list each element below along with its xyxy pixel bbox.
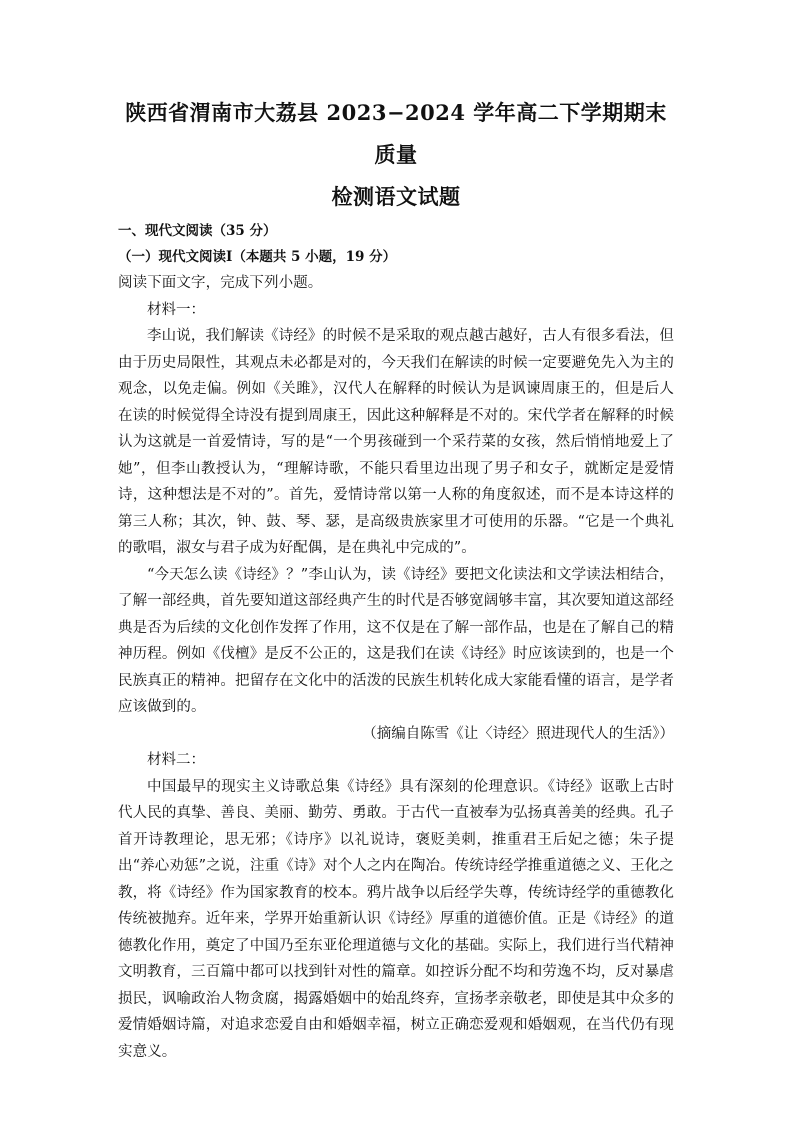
- material-1-source: （摘编自陈雪《让〈诗经〉照进现代人的生活》）: [362, 725, 674, 742]
- material-1-label: 材料一：: [147, 301, 205, 318]
- subsection-heading: （一）现代文阅读Ⅰ（本题共 5 小题，19 分）: [118, 249, 397, 265]
- material-1-paragraph-1: 李山说，我们解读《诗经》的时候不是采取的观点越古越好，古人有很多看法，但由于历史局限性，其观点未必都是对的，今天我们在解读的时候一定要避免先入为主的观念，以免走偏。例如《关雎》，汉代人在解释的时候认为是讽谏周康王的，但是后人在读的时候觉得全诗没有提到周康王，因此这种解释是不对的。宋代学者在解释的时候认为这就是一首爱情诗，写的是“一个男孩碰到一个采荇菜的女孩，然后悄悄地爱上了她”，但李山教授认为，“理解诗歌，不能只看里边出现了男子和女子，就断定是爱情诗，这种想法是不对的”。首先，爱情诗常以第一人称的角度叙述，而不是本诗这样的第三人称；其次，钟、鼓、琴、瑟，是高级贵族家里才可使用的乐器。“它是一个典礼的歌唱，淑女与君子成为好配偶，是在典礼中完成的”。: [118, 328, 674, 556]
- material-1-paragraph-2: “今天怎么读《诗经》？”李山认为，读《诗经》要把文化读法和文学读法相结合，了解一部经典，首先要知道这部经典产生的时代是否够宽阔够丰富，其次要知道这部经典是否为后续的文化创作发挥了作用，这不仅是在了解一部作品，也是在了解自己的精神历程。例如《伐檀》是反不公正的，这是我们在读《诗经》时应该读到的，也是一个民族真正的精神。把留存在文化中的活泼的民族生机转化成大家能看懂的语言，是学者应该做到的。: [118, 566, 674, 715]
- material-2-paragraph-1: 中国最早的现实主义诗歌总集《诗经》具有深刻的伦理意识。《诗经》讴歌上古时代人民的真挚、善良、美丽、勤劳、勇敢。于古代一直被奉为弘扬真善美的经典。孔子首开诗教理论，思无邪；《诗序》以礼说诗，褒贬美刺，推重君王后妃之德；朱子提出“养心劝惩”之说，注重《诗》对个人之内在陶冶。传统诗经学推重道德之义、王化之教，将《诗经》作为国家教育的校本。鸦片战争以后经学失尊，传统诗经学的重德教化传统被抛弃。近年来，学界开始重新认识《诗经》厚重的道德价值。正是《诗经》的道德教化作用，奠定了中国乃至东亚伦理道德与文化的基础。实际上，我们进行当代精神文明教育，三百篇中都可以找到针对性的篇章。如控诉分配不均和劳逸不均，反对暴虐损民，讽喻政治人物贪腐，揭露婚姻中的始乱终弃，宣扬孝亲敬老，即使是其中众多的爱情婚姻诗篇，对追求恋爱自由和婚姻幸福，树立正确恋爱观和婚姻观，在当代仍有现实意义。: [118, 778, 674, 1060]
- section-heading: 一、现代文阅读（35 分）: [118, 223, 277, 239]
- material-2-label: 材料二：: [147, 752, 205, 768]
- title-line-1: 陕西省渭南市大荔县 2023−2024 学年高二下学期期末质量: [125, 100, 667, 167]
- document-page: [118, 92, 674, 1065]
- title-line-2: 检测语文试题: [331, 184, 461, 209]
- document-title: [118, 92, 674, 218]
- instruction-text: 阅读下面文字，完成下列小题。: [118, 275, 323, 291]
